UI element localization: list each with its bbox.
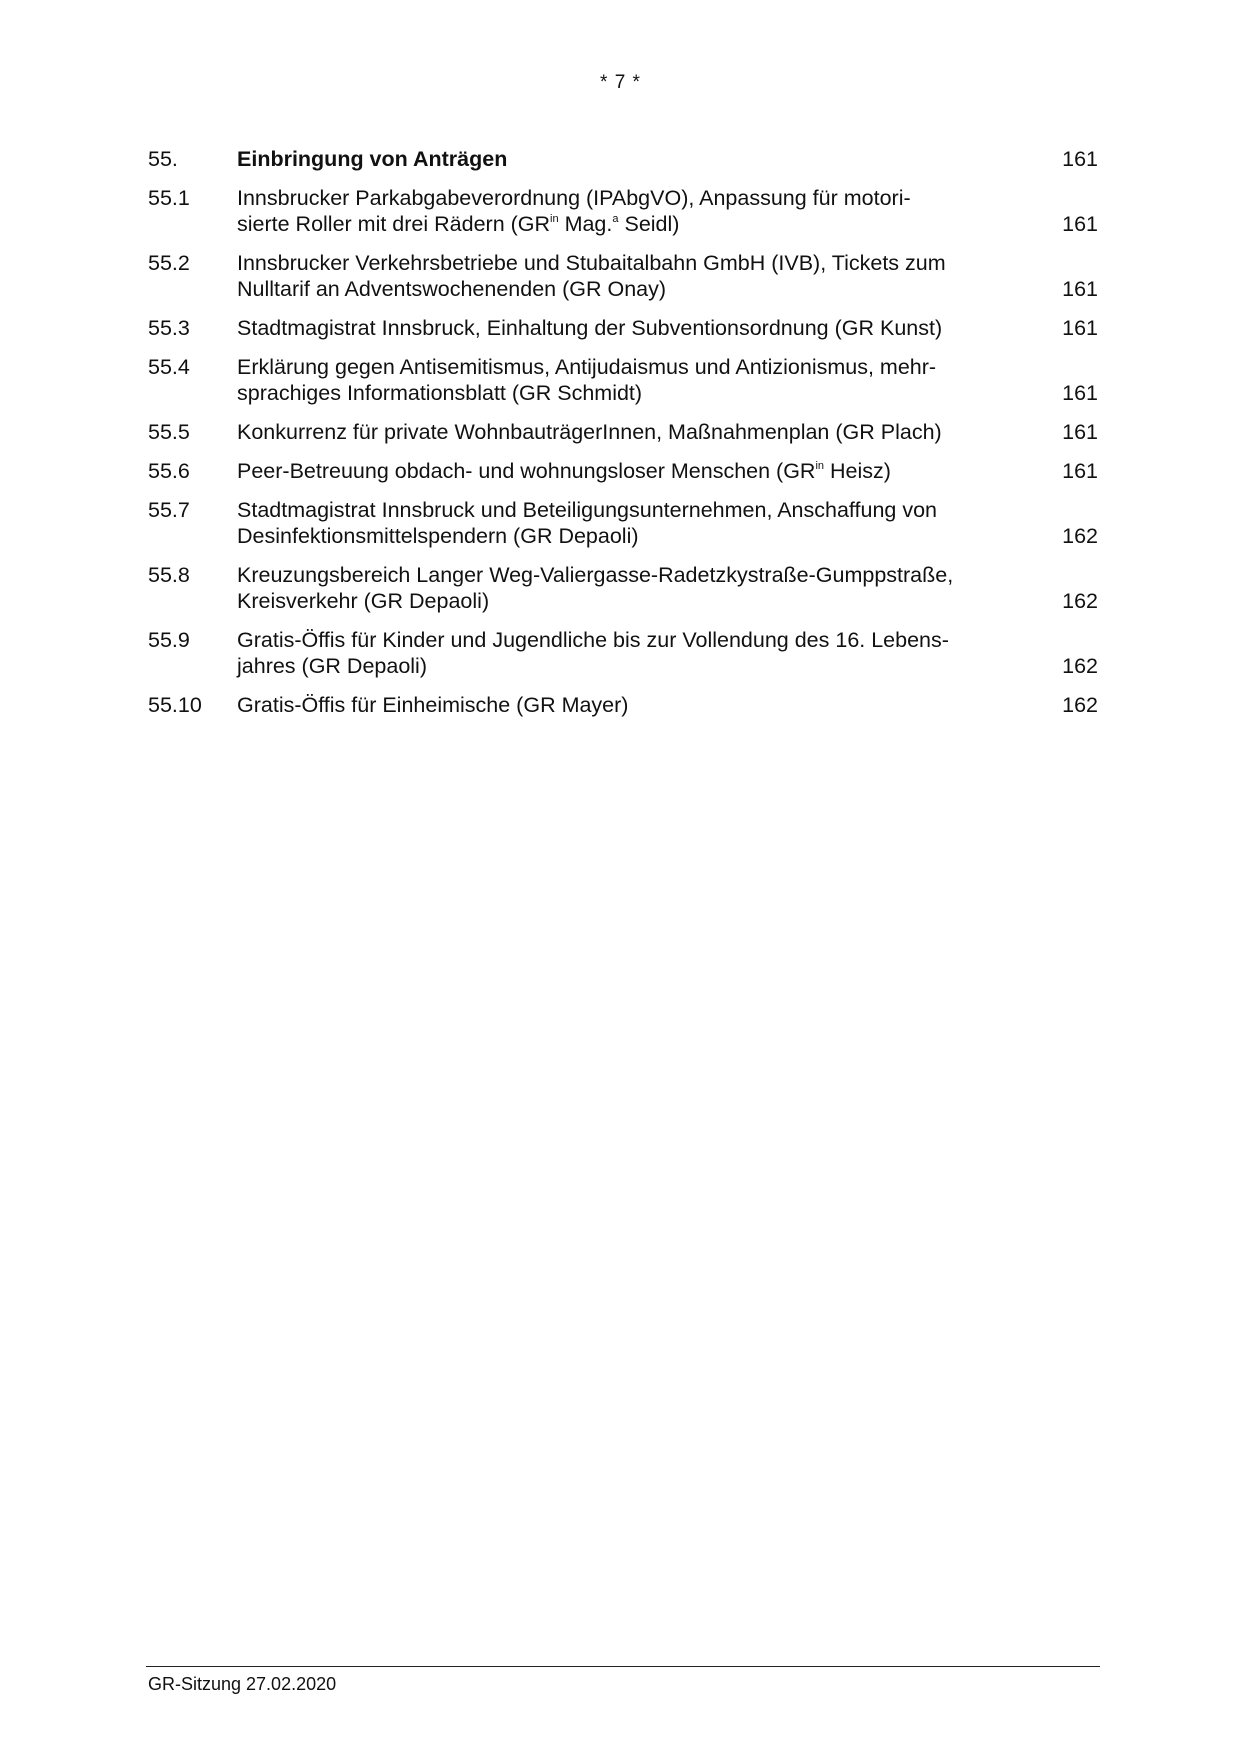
toc-entry-55-7 xyxy=(148,497,1098,549)
toc-entry-page: 161 xyxy=(1062,381,1098,405)
toc-entry-number: 55.7 xyxy=(148,498,190,522)
toc-entry-number: 55.6 xyxy=(148,459,190,483)
toc-entry-line: Stadtmagistrat Innsbruck und Beteiligungsunternehmen, Anschaffung von xyxy=(237,498,937,522)
toc-entry-title xyxy=(237,315,1053,341)
toc-entry-number: 55.3 xyxy=(148,316,190,340)
toc-entry-number: 55.8 xyxy=(148,563,190,587)
toc-entry-number: 55.4 xyxy=(148,355,190,379)
toc-entry-line: Innsbrucker Verkehrsbetriebe und Stubaitalbahn GmbH (IVB), Tickets zum xyxy=(237,251,946,275)
toc-entry-line: sprachiges Informationsblatt (GR Schmidt) xyxy=(237,381,643,405)
toc-entry-page: 162 xyxy=(1062,589,1098,613)
toc-entry-text: Seidl) xyxy=(618,212,680,236)
toc-entry-55-8 xyxy=(148,562,1098,614)
footer-text: GR-Sitzung 27.02.2020 xyxy=(148,1674,337,1694)
toc-entry-page: 161 xyxy=(1062,212,1098,236)
toc-entry-line: Konkurrenz für private WohnbauträgerInnen, Maßnahmenplan (GR Plach) xyxy=(237,420,942,444)
toc-entry-line xyxy=(237,458,1029,484)
toc-entry-line xyxy=(237,211,1029,237)
toc-entry-number: 55.5 xyxy=(148,420,190,444)
toc-entry-line: Gratis-Öffis für Kinder und Jugendliche bis zur Vollendung des 16. Lebens- xyxy=(237,628,949,652)
toc-entry-55-10 xyxy=(148,692,1098,718)
toc-entry-55-9 xyxy=(148,627,1098,679)
toc-entry-text: sierte Roller mit drei Rädern (GR xyxy=(237,212,551,236)
page-number: * 7 * xyxy=(600,72,641,93)
toc-heading xyxy=(148,146,1098,172)
toc-entry-title xyxy=(237,250,1053,302)
footer-divider xyxy=(146,1666,1100,1667)
toc-entry-line: Nulltarif an Adventswochenenden (GR Onay) xyxy=(237,277,667,301)
toc-heading-page: 161 xyxy=(1062,147,1098,171)
superscript: in xyxy=(550,213,559,225)
toc-entry-title xyxy=(237,185,1053,237)
toc-entry-55-1 xyxy=(148,185,1098,237)
toc-entry-line: Kreuzungsbereich Langer Weg-Valiergasse-Radetzkystraße-Gumppstraße, xyxy=(237,563,954,587)
toc-entry-line: Stadtmagistrat Innsbruck, Einhaltung der Subventionsordnung (GR Kunst) xyxy=(237,316,943,340)
toc-entry-55-6 xyxy=(148,458,1098,484)
toc-entry-title xyxy=(237,562,1053,614)
toc-entry-page: 162 xyxy=(1062,654,1098,678)
superscript: in xyxy=(815,460,825,472)
toc-entry-line: Innsbrucker Parkabgabeverordnung (IPAbgVO), Anpassung für motori- xyxy=(237,186,911,210)
toc-entry-title xyxy=(237,354,1053,406)
toc-entry-page: 162 xyxy=(1062,524,1098,548)
toc-entry-number: 55.2 xyxy=(148,251,190,275)
toc-entry-line: jahres (GR Depaoli) xyxy=(237,654,427,678)
toc-entry-text: Heisz) xyxy=(824,459,891,483)
toc-entry-number: 55.10 xyxy=(148,693,202,717)
toc-entry-line: Kreisverkehr (GR Depaoli) xyxy=(237,589,490,613)
toc-entry-text: Peer-Betreuung obdach- und wohnungsloser Menschen (GR xyxy=(237,459,816,483)
toc-heading-title: Einbringung von Anträgen xyxy=(237,147,508,171)
toc-entry-page: 161 xyxy=(1062,277,1098,301)
toc-heading-number: 55. xyxy=(148,147,178,171)
toc-entry-page: 161 xyxy=(1062,459,1098,483)
toc-entry-number: 55.9 xyxy=(148,628,190,652)
toc-entry-page: 162 xyxy=(1062,693,1098,717)
toc-entry-line: Erklärung gegen Antisemitismus, Antijudaismus und Antizionismus, mehr- xyxy=(237,355,937,379)
toc-entry-title xyxy=(237,692,1053,718)
toc-entry-55-3 xyxy=(148,315,1098,341)
toc-entry-page: 161 xyxy=(1062,316,1098,340)
toc-entry-line: Desinfektionsmittelspendern (GR Depaoli) xyxy=(237,524,639,548)
table-of-contents xyxy=(148,146,1098,731)
toc-entry-line: Gratis-Öffis für Einheimische (GR Mayer) xyxy=(237,693,629,717)
toc-entry-55-2 xyxy=(148,250,1098,302)
toc-entry-title xyxy=(237,497,1053,549)
toc-entry-number: 55.1 xyxy=(148,186,190,210)
toc-entry-title xyxy=(237,419,1053,445)
toc-entry-page: 161 xyxy=(1062,420,1098,444)
toc-entry-text: Mag. xyxy=(558,212,613,236)
toc-entry-55-4 xyxy=(148,354,1098,406)
toc-entry-title xyxy=(237,458,1053,484)
superscript: a xyxy=(612,213,619,225)
toc-entry-55-5 xyxy=(148,419,1098,445)
toc-entry-title xyxy=(237,627,1053,679)
